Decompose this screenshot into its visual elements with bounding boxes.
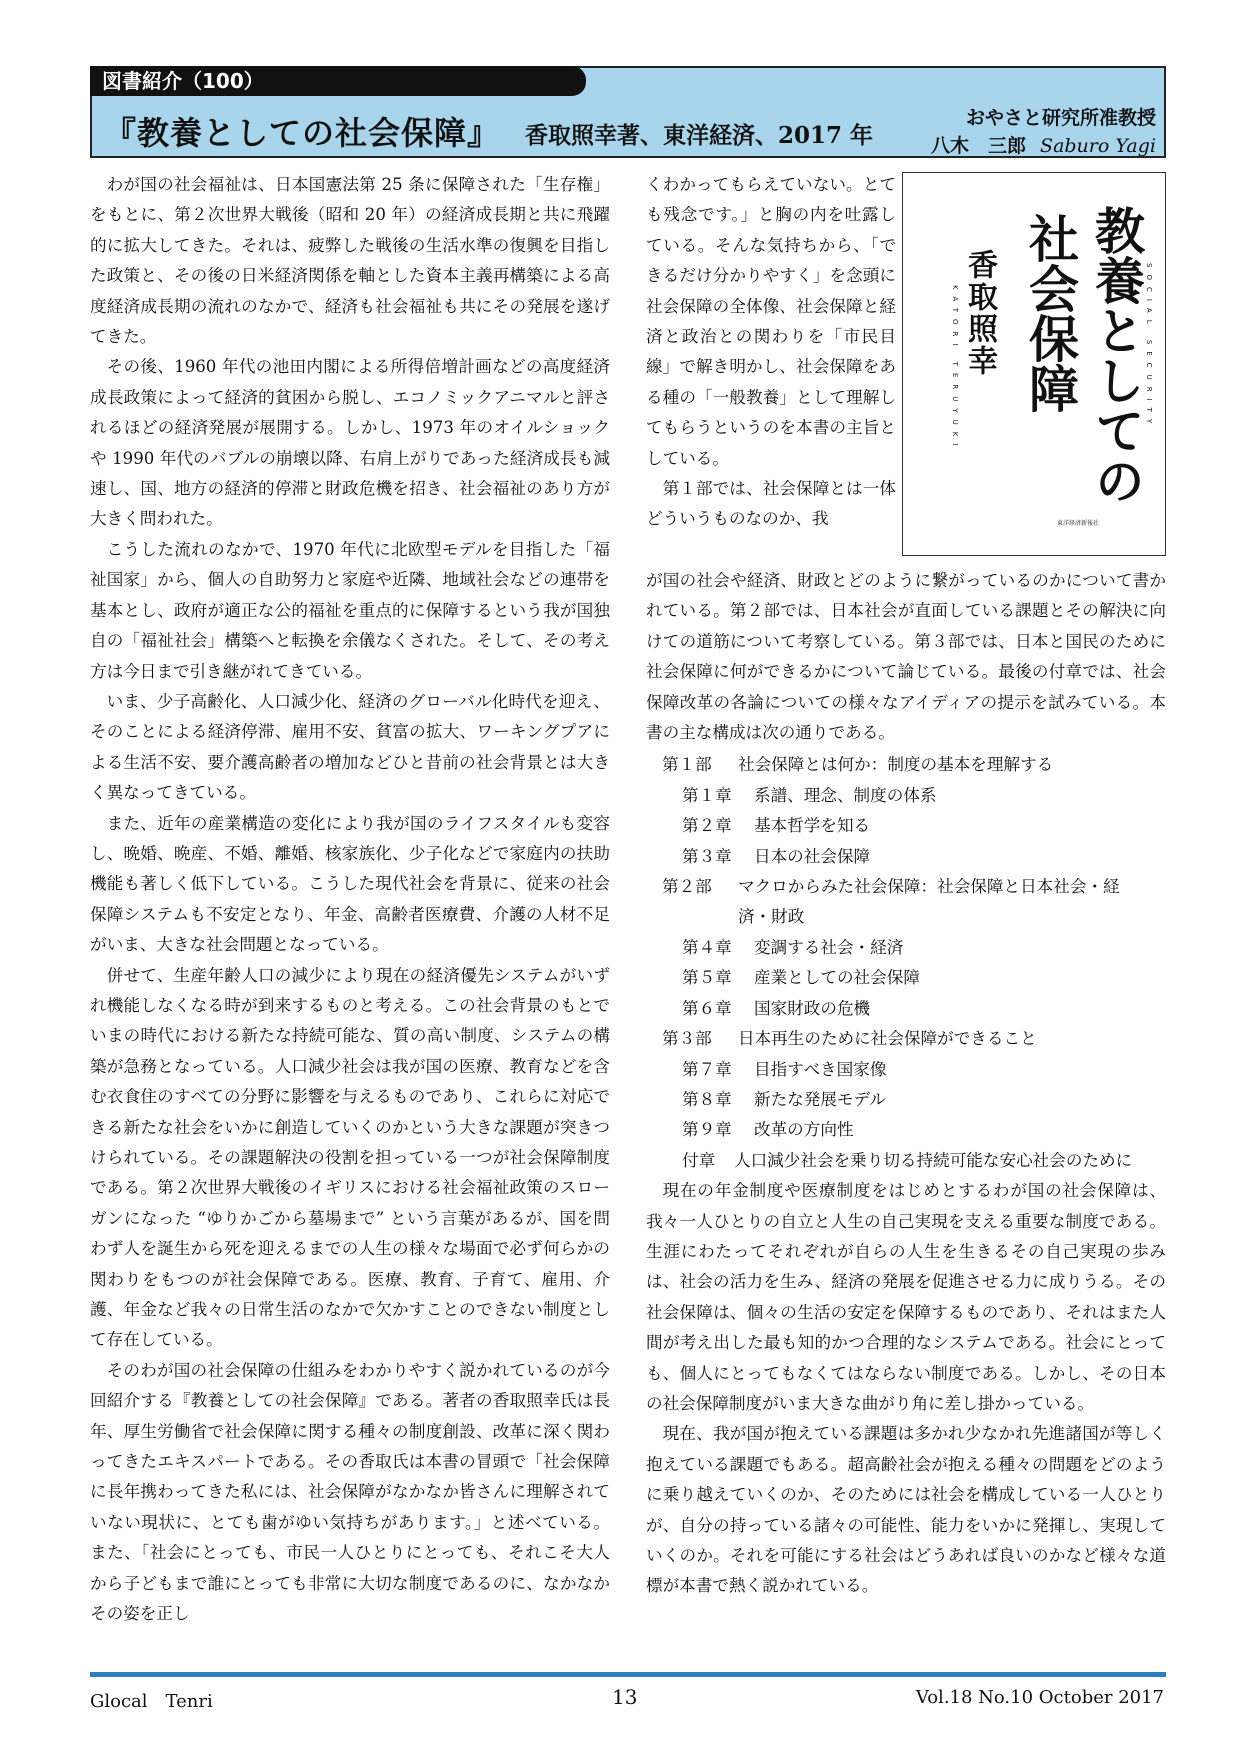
- footer-rule: [90, 1672, 1166, 1677]
- author-affiliation: おやさと研究所准教授: [965, 107, 1156, 129]
- book-info: 香取照幸著、東洋経済、2017 年: [525, 122, 874, 149]
- paragraph: その後、1960 年代の池田内閣による所得倍増計画などの高度経済成長政策によって経済的貧困から脱し、エコノミックアニマルと評されるほどの経済発展が展開する。しかし、1973 年のオイルショックや 1990 年代のバブルの崩壊以降、右肩上がりであった経済成長も減速し、国、地方の経済的停滞と財政危機を招き、社会福祉のあり方が大きく問われた。: [90, 357, 610, 529]
- toc-chapter: 第９章 改革の方向性: [682, 1120, 854, 1140]
- toc-part: 第１部 社会保障とは何か：制度の基本を理解する: [662, 755, 1054, 775]
- toc-part-continuation: 済・財政: [738, 907, 805, 927]
- paragraph: また、近年の産業構造の変化により我が国のライフスタイルも変容し、晩婚、晩産、不婚、離婚、核家族化、少子化などで家庭内の扶助機能も著しく低下している。こうした現代社会を背景に、従来の社会保障システムも不安定となり、年金、高齢者医療費、介護の人材不足がいま、大きな社会問題となっている。: [90, 813, 610, 955]
- toc-chapter: 第８章 新たな発展モデル: [682, 1089, 886, 1109]
- right-column-top: [646, 170, 896, 535]
- author-name-en: Saburo Yagi: [1040, 135, 1156, 157]
- toc-chapter: 第５章 産業としての社会保障: [682, 968, 920, 988]
- toc-appendix: 付章 人口減少社会を乗り切る持続可能な安心社会のために: [682, 1150, 1133, 1170]
- toc-chapter: 第３章 日本の社会保障: [682, 846, 871, 866]
- cover-author: 香取照幸: [962, 249, 997, 377]
- cover-roman-author: KATORI TERUYUKI: [951, 285, 959, 453]
- table-of-contents: [646, 750, 1166, 1176]
- left-column: [90, 170, 610, 1630]
- paragraph: わが国の社会福祉は、日本国憲法第 25 条に保障された「生存権」をもとに、第２次世界大戦後（昭和 20 年）の経済成長期と共に飛躍的に拡大してきた。それは、疲弊した戦後の生活水準の復興を目指した政策と、その後の日米経済関係を軸とした資本主義再構築による高度経済成長期の流れのなかで、経済も社会福祉も共にその発展を遂げてきた。: [90, 175, 610, 347]
- page-number: 13: [612, 1685, 638, 1709]
- toc-chapter: 第７章 目指すべき国家像: [682, 1059, 887, 1079]
- paragraph: 現在、我が国が抱えている課題は多かれ少なかれ先進諸国が等しく抱えている課題でもある。超高齢社会が抱える種々の問題をどのように乗り越えていくのか、そのためには社会を構成している一人ひとりが、自分の持っている諸々の可能性、能力をいかに発揮し、実現していくのか。それを可能にする社会はどうあれば良いのかなど様々な道標が本書で熱く説かれている。: [646, 1424, 1166, 1596]
- book-cover-image: [902, 172, 1166, 556]
- author-name: [931, 131, 1156, 158]
- cover-title-line-1: 教養としての: [1087, 205, 1145, 505]
- paragraph: こうした流れのなかで、1970 年代に北欧型モデルを目指した「福祉国家」から、個人の自助努力と家庭や近隣、地域社会などの連帯を基本とし、政府が適正な公的福祉を重点的に保障するという我が国独自の「福祉社会」構築へと転換を余儀なくされた。そして、その考え方は今日まで引き継がれてきている。: [90, 539, 610, 681]
- toc-part: 第２部 マクロからみた社会保障：社会保障と日本社会・経: [662, 877, 1120, 897]
- book-title: 『教養としての社会保障』: [104, 114, 501, 152]
- series-label: 図書紹介（100）: [90, 66, 586, 96]
- cover-title-line-2: 社会保障: [1021, 213, 1079, 413]
- paragraph: そのわが国の社会保障の仕組みをわかりやすく説かれているのが今回紹介する『教養としての社会保障』である。著者の香取照幸氏は長年、厚生労働省で社会保障に関する種々の制度創設、改革に深く関わってきたエキスパートである。その香取氏は本書の冒頭で「社会保障に長年携わってきた私には、社会保障がなかなか皆さんに理解されていない現状に、とても歯がゆい気持ちがあります。」と述べている。また、「社会にとっても、市民一人ひとりにとっても、それこそ大人から子どもまで誰にとっても非常に大切な制度であるのに、なかなかその姿を正し: [90, 1360, 610, 1624]
- toc-chapter: 第１章 系譜、理念、制度の体系: [682, 785, 937, 805]
- cover-publisher: 東洋経済新報社: [1056, 520, 1099, 527]
- paragraph: いま、少子高齢化、人口減少化、経済のグローバル化時代を迎え、そのことによる経済停滞、雇用不安、貧富の拡大、ワーキングプアによる生活不安、要介護高齢者の増加などひと昔前の社会背景とは大きく異なってきている。: [90, 691, 610, 803]
- toc-chapter: 第２章 基本哲学を知る: [682, 816, 871, 836]
- paragraph: が国の社会や経済、財政とどのように繋がっているのかについて書かれている。第２部では、日本社会が直面している課題とその解決に向けての道筋について考察している。第３部では、日本と国民のために社会保障に何ができるかについて論じている。最後の付章では、社会保障改革の各論についての様々なアイディアの提示を試みている。本書の主な構成は次の通りである。: [646, 571, 1166, 743]
- toc-part: 第３部 日本再生のために社会保障ができること: [662, 1029, 1037, 1049]
- paragraph: 第１部では、社会保障とは一体どういうものなのか、我: [646, 479, 896, 529]
- toc-chapter: 第６章 国家財政の危機: [682, 998, 871, 1018]
- footer-journal: Glocal Tenri: [90, 1691, 213, 1712]
- paragraph: 現在の年金制度や医療制度をはじめとするわが国の社会保障は、我々一人ひとりの自立と人生の自己実現を支える重要な制度である。生涯にわたってそれぞれが自らの人生を生きるその自己実現の歩みは、社会の活力を生み、経済の発展を促進させる力に成りうる。その社会保障は、個々の生活の安定を保障するものであり、それはまた人間が考え出した最も知的かつ合理的なシステムである。社会にとっても、個人にとってもなくてはならない制度である。しかし、その日本の社会保障制度がいま大きな曲がり角に差し掛かっている。: [646, 1181, 1166, 1413]
- paragraph: くわかってもらえていない。とても残念です。」と胸の内を吐露している。そんな気持ちから、「できるだけ分かりやすく」を念頭に社会保障の全体像、社会保障と経済と政治との関わりを「市民目線」で解き明かし、社会保障をある種の「一般教養」として理解してもらうというのを本書の主旨としている。: [646, 175, 896, 468]
- paragraph: 併せて、生産年齢人口の減少により現在の経済優先システムがいずれ機能しなくなる時が到来するものと考える。この社会背景のもとでいまの時代における新たな持続可能な、質の高い制度、システムの構築が急務となっている。人口減少社会は我が国の医療、教育などを含む衣食住のすべての分野に影響を与えるものであり、これらに対応できる新たな社会をいかに創造していくのかという大きな課題が突きつけられている。その課題解決の役割を担っている一つが社会保障制度である。第２次世界大戦後のイギリスにおける社会福祉政策のスローガンになった “ゆりかごから墓場まで” という言葉があるが、国を問わず人を誕生から死を迎えるまでの人生の様々な場面で必ず何らかの関わりをもつのが社会保障である。医療、教育、子育て、雇用、介護、年金など我々の日常生活のなかで欠かすことのできない制度として存在している。: [90, 965, 610, 1350]
- footer-issue: Vol.18 No.10 October 2017: [915, 1687, 1164, 1708]
- author-name-jp: 八木 三郎: [931, 135, 1027, 157]
- cover-roman-title: SOCIAL SECURITY: [1145, 263, 1153, 431]
- right-column-bottom: [646, 566, 1166, 1602]
- toc-chapter: 第４章 変調する社会・経済: [682, 937, 904, 957]
